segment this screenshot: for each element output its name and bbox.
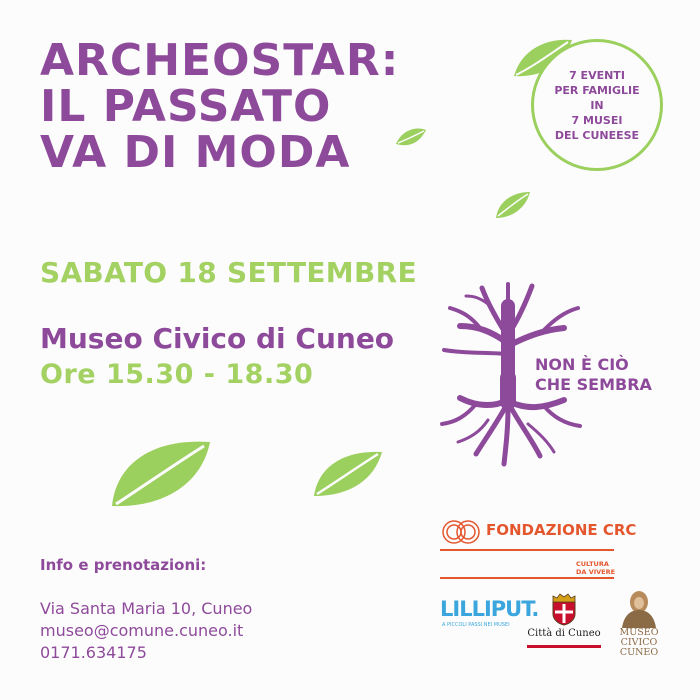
- museum-line: CUNEO: [619, 647, 659, 658]
- caption-line: CHE SEMBRA: [535, 375, 652, 394]
- caption-line: NON È CIÒ: [535, 355, 629, 374]
- info-heading: Info e prenotazioni:: [40, 556, 207, 574]
- city-crest-icon: [549, 592, 579, 626]
- crc-tagline: [576, 560, 615, 576]
- badge-line: PER FAMIGLIE IN: [554, 83, 640, 112]
- lilliput-logo: LILLIPUT.: [440, 597, 539, 621]
- event-venue: Museo Civico di Cuneo: [40, 322, 395, 355]
- leaf-icon: [494, 190, 532, 220]
- title-line: VA DI MODA: [40, 127, 351, 178]
- event-date: SABATO 18 SETTEMBRE: [40, 256, 417, 289]
- leaf-icon: [312, 446, 384, 498]
- badge-text: [547, 68, 647, 143]
- phone-link[interactable]: 0171.634175: [40, 643, 147, 662]
- badge-line: DEL CUNEESE: [554, 128, 640, 142]
- address-text: Via Santa Maria 10, Cuneo: [40, 599, 253, 618]
- crc-tag-line: CULTURA: [576, 560, 609, 568]
- contact-block: [40, 598, 252, 664]
- museum-line: MUSEO: [619, 627, 659, 638]
- event-title: [40, 35, 400, 178]
- crc-rings-logo: [440, 518, 484, 546]
- museum-logo-text: [611, 628, 667, 658]
- museum-line: CIVICO: [620, 637, 658, 648]
- tree-logo-caption: [533, 355, 654, 395]
- event-hours: Ore 15.30 - 18.30: [40, 359, 314, 390]
- crc-divider: [440, 577, 614, 579]
- badge-line: 7 EVENTI: [569, 68, 625, 82]
- badge-line: 7 MUSEI: [571, 113, 623, 127]
- crc-divider: [440, 549, 614, 551]
- crc-tag-line: DA VIVERE: [576, 568, 616, 576]
- title-line: ARCHEOSTAR:: [40, 35, 400, 86]
- events-badge: [531, 39, 663, 171]
- city-rule: [527, 645, 601, 648]
- title-line: IL PASSATO: [40, 81, 332, 132]
- lilliput-subtitle: A PICCOLI PASSI NEI MUSEI: [442, 622, 510, 628]
- leaf-icon: [110, 434, 212, 510]
- museum-portrait-icon: [620, 588, 658, 628]
- city-name: Città di Cuneo: [527, 628, 601, 639]
- crc-name: FONDAZIONE CRC: [486, 521, 637, 539]
- email-link[interactable]: museo@comune.cuneo.it: [40, 621, 244, 640]
